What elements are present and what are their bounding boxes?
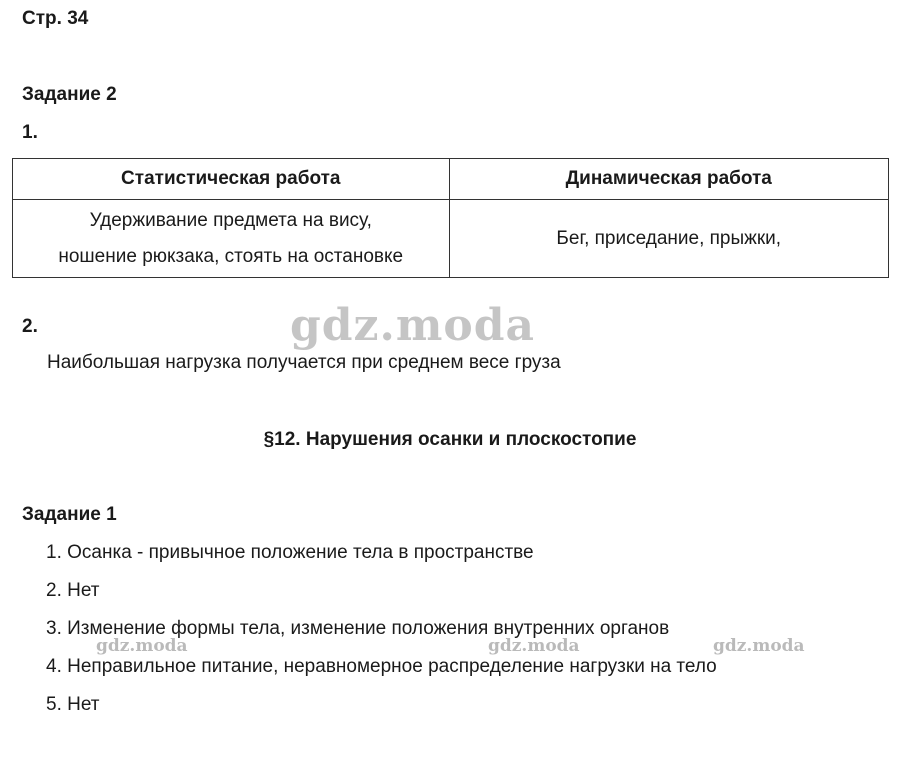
watermark-small: gdz.moda xyxy=(96,636,188,656)
work-types-table xyxy=(12,158,889,278)
task1-title: Задание 1 xyxy=(22,504,117,525)
list-item: 5. Нет xyxy=(46,694,100,715)
watermark-small: gdz.moda xyxy=(488,636,580,656)
header-dynamic-work: Динамическая работа xyxy=(449,159,889,200)
table-row xyxy=(13,200,889,278)
table-header-row xyxy=(13,159,889,200)
task2-item2-answer: Наибольшая нагрузка получается при среднем весе груза xyxy=(47,352,561,373)
page-reference: Стр. 34 xyxy=(22,8,89,29)
static-work-line-2: ношение рюкзака, стоять на остановке xyxy=(58,245,404,267)
cell-dynamic-work: Бег, приседание, прыжки, xyxy=(449,200,889,278)
watermark-large: gdz.moda xyxy=(290,300,536,351)
watermark-small: gdz.moda xyxy=(713,636,805,656)
list-item: 3. Изменение формы тела, изменение положения внутренних органов xyxy=(46,618,670,639)
task2-item2-number: 2. xyxy=(22,316,38,337)
list-item: 2. Нет xyxy=(46,580,100,601)
list-item: 4. Неправильное питание, неравномерное распределение нагрузки на тело xyxy=(46,656,717,677)
task2-item1-number: 1. xyxy=(22,122,38,143)
task2-title: Задание 2 xyxy=(22,84,117,105)
header-static-work: Статистическая работа xyxy=(13,159,450,200)
section-title: §12. Нарушения осанки и плоскостопие xyxy=(263,429,637,450)
list-item: 1. Осанка - привычное положение тела в пространстве xyxy=(46,542,534,563)
static-work-line-1: Удерживание предмета на вису, xyxy=(89,209,372,231)
cell-static-work xyxy=(13,200,450,278)
